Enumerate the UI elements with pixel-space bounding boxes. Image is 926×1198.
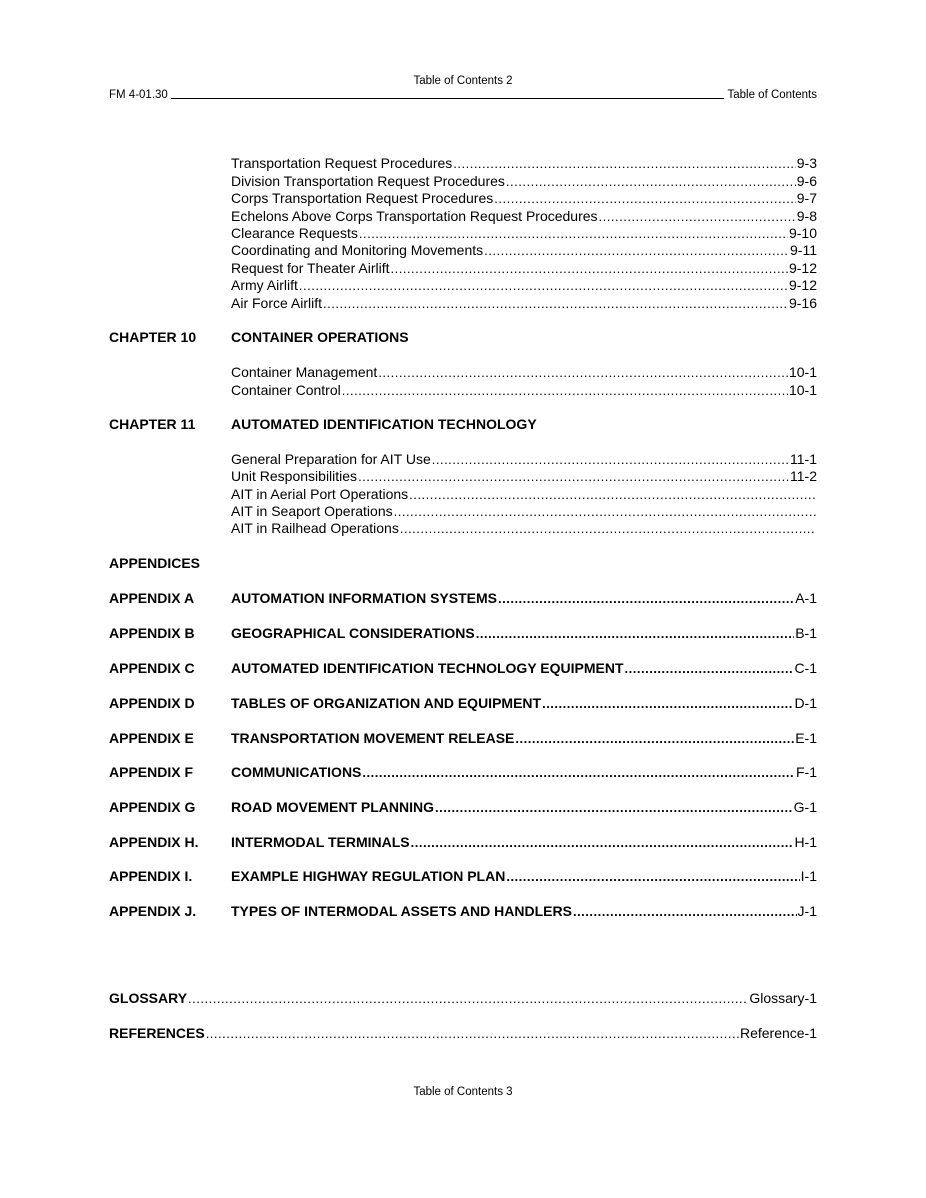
appendix-title: COMMUNICATIONS xyxy=(231,764,362,780)
dot-leader xyxy=(342,382,788,399)
dot-leader xyxy=(323,295,788,312)
toc-entry[interactable] xyxy=(231,190,817,207)
toc-entry-title: AIT in Seaport Operations xyxy=(231,503,393,519)
toc-entry-title: Transportation Request Procedures xyxy=(231,155,453,171)
toc-entry[interactable] xyxy=(231,155,817,172)
appendix-page: G-1 xyxy=(793,799,817,815)
appendix-entry[interactable] xyxy=(231,730,817,747)
dot-leader xyxy=(476,625,794,642)
header-manual-number: FM 4-01.30 xyxy=(109,89,168,101)
appendix-entry[interactable] xyxy=(231,695,817,712)
toc-entry[interactable] xyxy=(231,225,817,242)
appendix-title: EXAMPLE HIGHWAY REGULATION PLAN xyxy=(231,868,506,884)
dot-leader xyxy=(206,1025,739,1042)
toc-entry-page: 9-10 xyxy=(788,225,817,241)
appendix-entry[interactable] xyxy=(231,868,817,885)
toc-entry[interactable] xyxy=(231,295,817,312)
appendix-page: C-1 xyxy=(794,660,817,676)
appendix-entry[interactable] xyxy=(231,590,817,607)
dot-leader xyxy=(542,695,793,712)
dot-leader xyxy=(411,834,794,851)
dot-leader xyxy=(494,190,796,207)
dot-leader xyxy=(515,730,794,747)
appendix-title: GEOGRAPHICAL CONSIDERATIONS xyxy=(231,625,475,641)
dot-leader xyxy=(299,277,788,294)
toc-entry-page: 10-1 xyxy=(788,364,817,380)
dot-leader xyxy=(400,520,816,537)
appendix-page: E-1 xyxy=(795,730,817,746)
appendix-entry[interactable] xyxy=(231,660,817,677)
glossary-page: Glossary-1 xyxy=(749,990,817,1006)
appendix-entry[interactable] xyxy=(231,764,817,781)
appendix-entry[interactable] xyxy=(231,799,817,816)
appendix-page: I-1 xyxy=(800,868,817,884)
dot-leader xyxy=(435,799,793,816)
page-caption-bottom: Table of Contents 3 xyxy=(413,1086,513,1098)
dot-leader xyxy=(188,990,748,1007)
dot-leader xyxy=(409,486,816,503)
dot-leader xyxy=(453,155,796,172)
appendix-page: D-1 xyxy=(794,695,817,711)
header-rule xyxy=(171,98,725,99)
appendix-label: APPENDIX F xyxy=(109,764,194,780)
toc-entry-page: 9-12 xyxy=(788,260,817,276)
toc-entry-title: Division Transportation Request Procedures xyxy=(231,173,505,189)
dot-leader xyxy=(359,225,788,242)
appendix-title: INTERMODAL TERMINALS xyxy=(231,834,410,850)
appendix-title: AUTOMATION INFORMATION SYSTEMS xyxy=(231,590,497,606)
glossary-title: GLOSSARY xyxy=(109,990,188,1006)
toc-entry-page: 9-11 xyxy=(790,242,817,258)
appendices-heading: APPENDICES xyxy=(109,555,201,571)
appendix-title: AUTOMATED IDENTIFICATION TECHNOLOGY EQUIPMENT xyxy=(231,660,624,676)
dot-leader xyxy=(432,451,789,468)
glossary-entry[interactable] xyxy=(109,990,817,1007)
toc-entry-page: 9-7 xyxy=(796,190,817,206)
dot-leader xyxy=(599,208,796,225)
toc-entry-page: 9-8 xyxy=(796,208,817,224)
appendix-label: APPENDIX I. xyxy=(109,868,193,884)
toc-entry-page: 9-3 xyxy=(796,155,817,171)
appendix-page: F-1 xyxy=(796,764,817,780)
appendix-title: ROAD MOVEMENT PLANNING xyxy=(231,799,434,815)
appendix-label: APPENDIX C xyxy=(109,660,195,676)
toc-entry[interactable] xyxy=(231,468,817,485)
appendix-title: TABLES OF ORGANIZATION AND EQUIPMENT xyxy=(231,695,542,711)
references-title: REFERENCES xyxy=(109,1025,205,1041)
toc-entry[interactable] xyxy=(231,364,817,381)
toc-entry-title: Clearance Requests xyxy=(231,225,358,241)
toc-entry[interactable] xyxy=(231,520,817,537)
dot-leader xyxy=(394,503,816,520)
toc-entry-title: Unit Responsibilities xyxy=(231,468,358,484)
dot-leader xyxy=(506,173,796,190)
toc-entry[interactable] xyxy=(231,451,817,468)
chapter-label: CHAPTER 11 xyxy=(109,416,196,432)
appendix-title: TYPES OF INTERMODAL ASSETS AND HANDLERS xyxy=(231,903,572,919)
running-header xyxy=(109,89,817,101)
appendix-page: B-1 xyxy=(795,625,817,641)
chapter-title[interactable]: CONTAINER OPERATIONS xyxy=(231,329,409,345)
chapter-label: CHAPTER 10 xyxy=(109,329,197,345)
appendix-page: H-1 xyxy=(794,834,817,850)
appendix-label: APPENDIX A xyxy=(109,590,195,606)
appendix-label: APPENDIX J. xyxy=(109,903,197,919)
toc-entry-title: Request for Theater Airlift xyxy=(231,260,390,276)
dot-leader xyxy=(358,468,789,485)
header-section-title: Table of Contents xyxy=(727,89,817,101)
chapter-title[interactable]: AUTOMATED IDENTIFICATION TECHNOLOGY xyxy=(231,416,537,432)
dot-leader xyxy=(484,242,789,259)
toc-entry-title: Container Management xyxy=(231,364,378,380)
toc-entry-title: Air Force Airlift xyxy=(231,295,323,311)
dot-leader xyxy=(390,260,787,277)
toc-entry[interactable] xyxy=(231,173,817,190)
toc-entry-page: 11-2 xyxy=(790,468,817,484)
dot-leader xyxy=(498,590,794,607)
toc-entry[interactable] xyxy=(231,486,817,503)
appendix-label: APPENDIX G xyxy=(109,799,196,815)
toc-entry[interactable] xyxy=(231,277,817,294)
toc-entry-title: Container Control xyxy=(231,382,341,398)
appendix-label: APPENDIX E xyxy=(109,730,194,746)
references-page: Reference-1 xyxy=(739,1025,817,1041)
toc-entry-page: 9-16 xyxy=(788,295,817,311)
toc-entry-title: Corps Transportation Request Procedures xyxy=(231,190,494,206)
toc-entry-title: Army Airlift xyxy=(231,277,298,293)
page-caption-top: Table of Contents 2 xyxy=(413,75,513,87)
toc-entry[interactable] xyxy=(231,260,817,277)
appendix-entry[interactable] xyxy=(231,834,817,851)
references-entry[interactable] xyxy=(109,1025,817,1042)
toc-entry-page: 9-6 xyxy=(796,173,817,189)
toc-entry-title: Echelons Above Corps Transportation Request Procedures xyxy=(231,208,598,224)
toc-entry[interactable] xyxy=(231,208,817,225)
toc-entry[interactable] xyxy=(231,242,817,259)
dot-leader xyxy=(573,903,797,920)
toc-entry-title: General Preparation for AIT Use xyxy=(231,451,431,467)
toc-entry-title: AIT in Railhead Operations xyxy=(231,520,399,536)
appendix-page: J-1 xyxy=(797,903,817,919)
appendix-page: A-1 xyxy=(795,590,817,606)
toc-entry[interactable] xyxy=(231,382,817,399)
dot-leader xyxy=(625,660,794,677)
toc-entry[interactable] xyxy=(231,503,817,520)
toc-entry-page: 11-1 xyxy=(790,451,817,467)
appendix-entry[interactable] xyxy=(231,903,817,920)
dot-leader xyxy=(362,764,795,781)
appendix-title: TRANSPORTATION MOVEMENT RELEASE xyxy=(231,730,515,746)
toc-entry-title: AIT in Aerial Port Operations xyxy=(231,486,409,502)
toc-entry-title: Coordinating and Monitoring Movements xyxy=(231,242,484,258)
appendix-entry[interactable] xyxy=(231,625,817,642)
appendix-label: APPENDIX H. xyxy=(109,834,199,850)
toc-entry-page: 10-1 xyxy=(788,382,817,398)
appendix-label: APPENDIX B xyxy=(109,625,195,641)
dot-leader xyxy=(378,364,788,381)
appendix-label: APPENDIX D xyxy=(109,695,195,711)
toc-entry-page: 9-12 xyxy=(788,277,817,293)
dot-leader xyxy=(506,868,799,885)
